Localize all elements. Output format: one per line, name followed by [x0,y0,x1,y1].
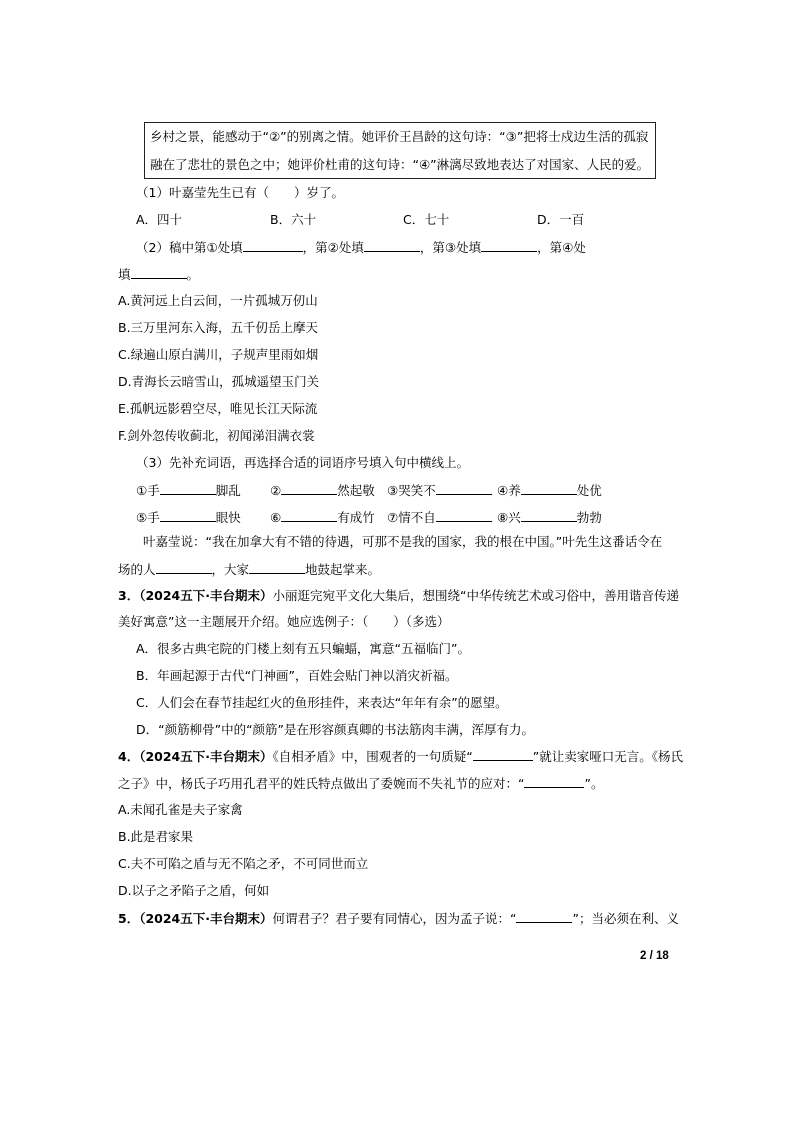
answer-blank[interactable] [516,909,572,923]
idiom-pre: ⑥ [270,510,282,525]
q2-stem-line [136,238,586,257]
question-text: ”。 [584,776,604,791]
idiom-post: 眼快 [215,510,241,525]
q2-text-1: （2）稿中第①处填 [136,240,243,255]
question-text: 之子》中，杨氏子巧用孔君平的姓氏特点做出了委婉而不失礼节的应对：“ [118,776,525,791]
q2-option: A.黄河远上白云间，一片孤城万仞山 [118,293,318,308]
idiom-row-1 [136,481,241,500]
q2-text-2: ，第②处填 [302,240,364,255]
q1-option-d: D．一百 [537,212,585,227]
answer-blank[interactable] [243,238,303,252]
question-text: 小丽逛完宛平文化大集后，想围绕“中华传统艺术或习俗中，善用谐音传递 [272,588,679,603]
question-source: ．（2024五下·丰台期末） [126,911,273,926]
question-4-line-1 [118,747,683,766]
answer-blank[interactable] [481,238,537,252]
q1-stem: （1）叶嘉莹先生已有（ ）岁了。 [136,185,344,200]
question-3-option-a: A．很多古典宅院的门楼上刻有五只蝙蝠，寓意“五福临门”。 [136,641,471,656]
question-text: ”；当必须在利、义 [572,911,679,926]
question-3-option-b: B．年画起源于古代“门神画”，百姓会贴门神以消灾祈福。 [136,668,458,683]
idiom-post: 然起敬 [337,483,375,498]
question-text: 何谓君子？君子要有同情心，因为孟子说：“ [272,911,517,926]
idiom-row-1b [270,481,375,500]
q2-option: B.三万里河东入海，五千仞岳上摩天 [118,320,319,335]
question-text: ”就让卖家哑口无言。《杨氏 [532,749,683,764]
question-4-option-c: C.夫不可陷之盾与无不陷之矛，不可同世而立 [118,856,369,871]
answer-blank[interactable] [131,265,187,279]
idiom-pre: ③哭笑不 [387,483,436,498]
question-source: ．（2024五下·丰台期末） [126,588,273,603]
passage-line-1: 乡村之景，能感动于“②”的别离之情。她评价王昌龄的这句诗：“③”把将士戍边生活的孤寂 [150,129,649,144]
q2-stem-line-2 [118,265,199,284]
idiom-pre: ⑧兴 [497,510,521,525]
question-4-line-2 [118,774,603,793]
answer-blank[interactable] [521,481,577,495]
q3-quote-text: 场的人 [118,562,156,577]
question-4-option-b: B.此是君家果 [118,829,194,844]
idiom-post: 有成竹 [337,510,375,525]
question-source: ．（2024五下·丰台期末） [126,749,273,764]
answer-blank[interactable] [364,238,420,252]
idiom-row-2b [270,508,375,527]
q2-option: C.绿遍山原白满川，子规声里雨如烟 [118,347,319,362]
question-3-option-c: C．人们会在春节挂起红火的鱼形挂件，来表达“年年有余”的愿望。 [136,695,508,710]
answer-blank[interactable] [160,481,216,495]
idiom-post: 勃勃 [576,510,602,525]
q2-text-6: 。 [186,267,200,282]
question-5-line-1 [118,909,679,928]
idiom-row-2d [497,508,602,527]
q2-option: F.剑外忽传收蓟北，初闻涕泪满衣裳 [118,428,315,443]
idiom-row-1d [497,481,602,500]
idiom-pre: ⑦情不自 [387,510,436,525]
q2-text-4: ，第④处 [537,240,586,255]
q1-option-c: C．七十 [403,212,450,227]
page-number: 2 / 18 [640,950,669,962]
answer-blank[interactable] [281,481,337,495]
question-number: 5 [118,911,127,926]
question-text: 《自相矛盾》中，围观者的一句质疑“ [272,749,473,764]
answer-blank[interactable] [473,747,533,761]
answer-blank[interactable] [521,508,577,522]
q1-option-a: A．四十 [136,212,183,227]
answer-blank[interactable] [281,508,337,522]
answer-blank[interactable] [249,560,305,574]
idiom-pre: ①手 [136,483,160,498]
q2-text-3: ，第③处填 [419,240,482,255]
idiom-item [136,483,241,498]
q2-option: E.孤帆远影碧空尽，唯见长江天际流 [118,401,318,416]
question-3-line-1 [118,587,679,605]
idiom-post: 处优 [576,483,602,498]
answer-blank[interactable] [160,508,216,522]
answer-blank[interactable] [436,508,492,522]
answer-blank[interactable] [524,774,584,788]
idiom-row-2c [387,508,492,527]
q1-option-b: B．六十 [270,212,317,227]
q2-option: D.青海长云暗雪山，孤城遥望玉门关 [118,374,320,389]
question-3-line-2: 美好寓意”这一主题展开介绍。她应选例子：（ ）（多选） [118,614,450,629]
idiom-row-1c [387,481,492,500]
idiom-pre: ② [270,483,282,498]
answer-blank[interactable] [156,560,212,574]
q3-quote-text: 地鼓起掌来。 [305,562,381,577]
q3-quote-line-2 [118,560,380,579]
q3-stem: （3）先补充词语，再选择合适的词语序号填入句中横线上。 [136,455,469,470]
question-4-option-d: D.以子之矛陷子之盾，何如 [118,883,270,898]
question-number: 3 [118,588,127,603]
q2-text-5: 填 [118,267,131,282]
idiom-pre: ⑤手 [136,510,160,525]
q3-quote-text: ，大家 [211,562,250,577]
question-4-option-a: A.未闻孔雀是夫子家禽 [118,802,243,817]
idiom-row-2 [136,508,241,527]
q3-quote-line-1: 叶嘉莹说：“我在加拿大有不错的待遇，可那不是我的国家，我的根在中国。”叶先生这番话令在 [143,534,663,549]
question-3-option-d: D．“颜筋柳骨”中的“颜筋”是在形容颜真卿的书法筋肉丰满，浑厚有力。 [136,722,535,737]
question-number: 4 [118,749,127,764]
passage-line-2: 融在了悲壮的景色之中；她评价杜甫的这句诗：“④”淋漓尽致地表达了对国家、人民的爱。 [150,157,650,172]
idiom-post: 脚乱 [215,483,241,498]
idiom-pre: ④养 [497,483,521,498]
answer-blank[interactable] [436,481,492,495]
